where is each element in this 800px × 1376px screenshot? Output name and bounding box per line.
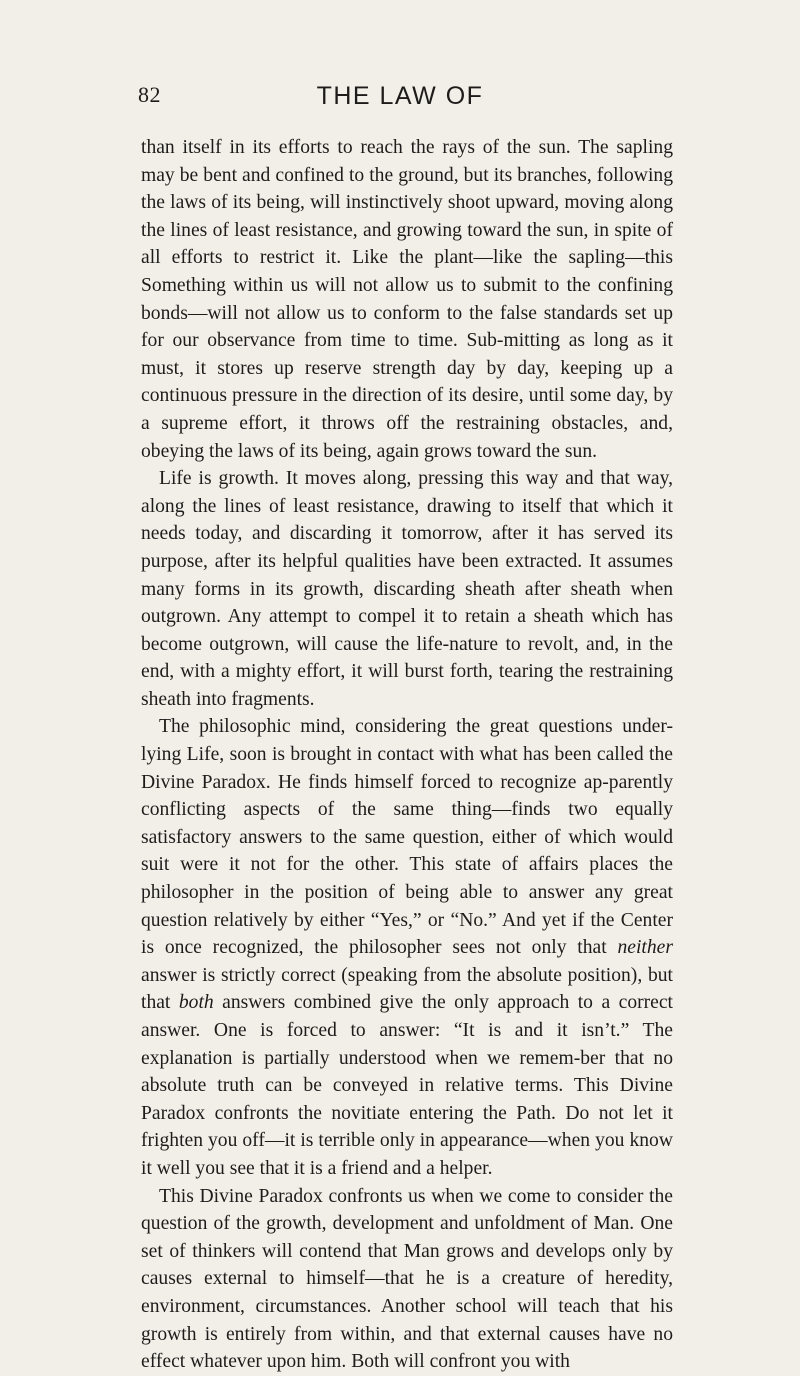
paragraph-3-text-a: The philosophic mind, considering the great questions under-lying Life, soon is brought in contact with what has been called the Divine Paradox. He finds himself forced to recognize ap-parently conflicting aspects of the same thing—finds two equally satisfactory answers to the same question, either of which would suit were it not for the other. This state of affairs places the philosopher in the position of being able to answer any great question relatively by either “Yes,” or “No.” And yet if the Center is once recognized, the philosopher sees not only that (141, 716, 673, 959)
emphasis-both: both (178, 992, 214, 1014)
paragraph-3-text-c: answers combined give the only approach to a correct answer. One is forced to answer: “It is and it isn’t.” The explanation is partially understood when we remem-ber that no absolute truth can be conveyed in relative terms. This Divine Paradox confronts the novitiate entering the Path. Do not let it frighten you off—it is terrible only in appearance—when you know it well you see that it is a friend and a helper. (141, 992, 673, 1179)
paragraph-1: than itself in its efforts to reach the rays of the sun. The sapling may be bent and confined to the ground, but its branches, following the laws of its being, will instinctively shoot upward, moving along the lines of least resistance, and growing toward the sun, in spite of all efforts to restrict it. Like the plant—like the sapling—this Something within us will not allow us to submit to the confining bonds—will not allow us to conform to the false standards set up for our observance from time to time. Sub-mitting as long as it must, it stores up reserve strength day by day, keeping up a continuous pressure in the direction of its desire, until some day, by a supreme effort, it throws off the restraining obstacles, and, obeying the laws of its being, again grows toward the sun. (141, 137, 673, 462)
paragraph-4: This Divine Paradox confronts us when we come to consider the question of the growth, development and unfoldment of Man. One set of thinkers will contend that Man grows and develops only by causes external to himself—that he is a creature of heredity, environment, circumstances. Another school will teach that his growth is entirely from within, and that external causes have no effect whatever upon him. Both will confront you with (141, 1185, 673, 1373)
paragraph-2: Life is growth. It moves along, pressing this way and that way, along the lines of least resistance, drawing to itself that which it needs today, and discarding it tomorrow, after it has served its purpose, after its helpful qualities have been extracted. It assumes many forms in its growth, discarding sheath after sheath when outgrown. Any attempt to compel it to retain a sheath which has become outgrown, will cause the life-nature to revolt, and, in the end, with a mighty effort, it will burst forth, tearing the restraining sheath into fragments. (141, 468, 673, 710)
page-number: 82 (138, 82, 161, 107)
emphasis-neither: neither (617, 937, 673, 959)
running-title: THE LAW OF (316, 82, 484, 110)
running-head (0, 82, 800, 122)
body-text (141, 134, 673, 1376)
paragraph-3 (141, 713, 673, 1182)
paragraph-3-text-b: answer is strictly correct (speaking from the absolute position), but that (141, 964, 673, 1014)
